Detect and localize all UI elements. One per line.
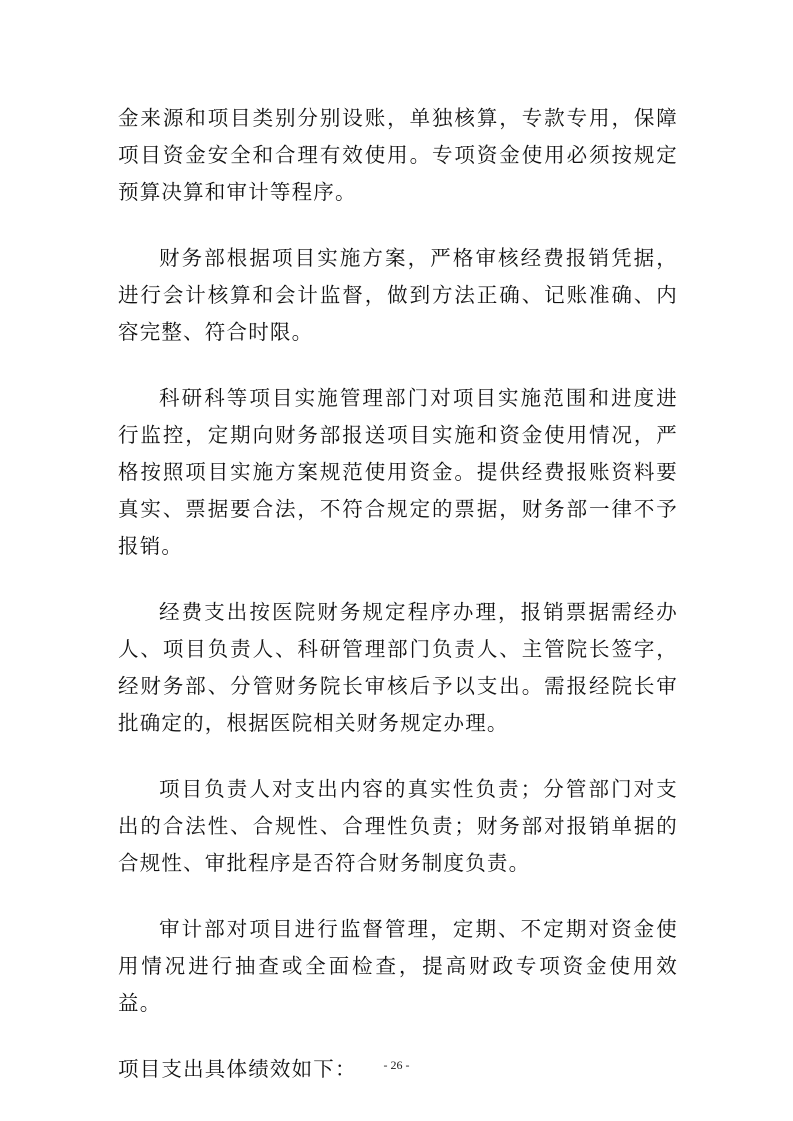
paragraph-responsibility: 项目负责人对支出内容的真实性负责；分管部门对支出的合法性、合规性、合理性负责；财务部对报销单据的合规性、审批程序是否符合财务制度负责。 [118, 777, 678, 875]
paragraph-performance-intro: 项目支出具体绩效如下： [118, 1057, 357, 1081]
paragraph-audit: 审计部对项目进行监督管理，定期、不定期对资金使用情况进行抽查或全面检查，提高财政专项资金使用效益。 [118, 917, 678, 1015]
paragraph-continuation: 金来源和项目类别分别设账，单独核算，专款专用，保障项目资金安全和合理有效使用。专项资金使用必须按规定预算决算和审计等程序。 [118, 106, 678, 204]
paragraph-expense-procedure: 经费支出按医院财务规定程序办理，报销票据需经办人、项目负责人、科研管理部门负责人、主管院长签字，经财务部、分管财务院长审核后予以支出。需报经院长审批确定的，根据医院相关财务规定办理。 [118, 600, 678, 735]
page-number: - 26 - [383, 1058, 410, 1072]
paragraph-research-monitoring: 科研科等项目实施管理部门对项目实施范围和进度进行监控，定期向财务部报送项目实施和资金使用情况，严格按照项目实施方案规范使用资金。提供经费报账资料要真实、票据要合法，不符合规定的票据，财务部一律不予报销。 [118, 386, 678, 558]
paragraph-finance-review: 财务部根据项目实施方案，严格审核经费报销凭据，进行会计核算和会计监督，做到方法正确、记账准确、内容完整、符合时限。 [118, 246, 678, 344]
document-body [118, 100, 678, 1088]
